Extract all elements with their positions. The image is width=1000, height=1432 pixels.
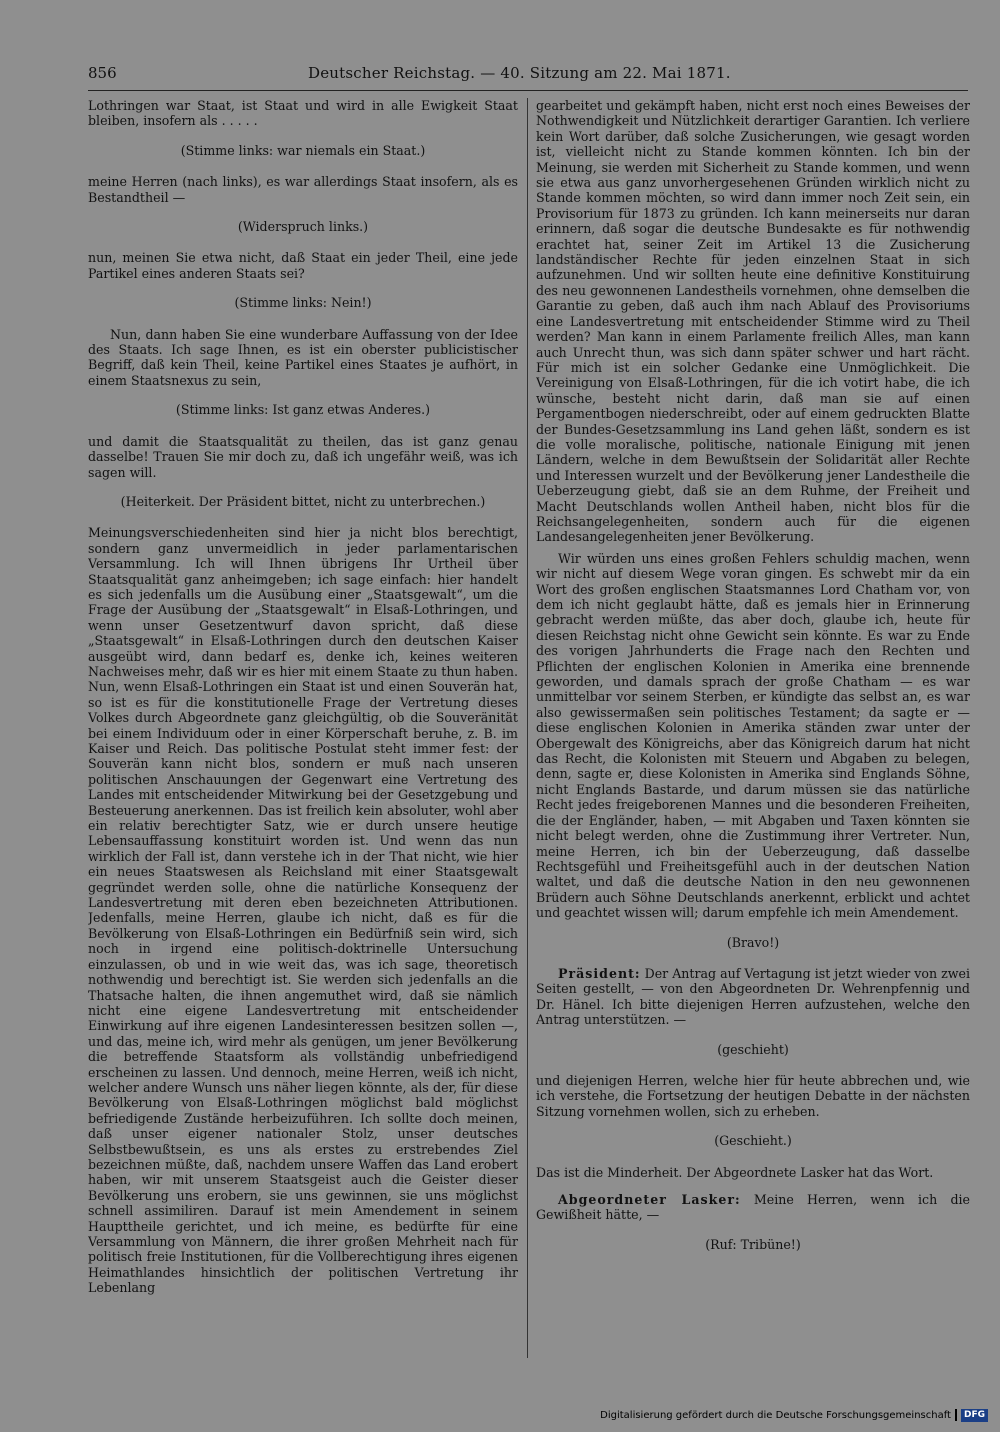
page-header	[88, 64, 968, 86]
left-paragraph: und damit die Staatsqualität zu theilen, das ist ganz genau dasselbe! Trauen Sie mir doch zu, daß ich ungefähr weiß, was ich sagen will.	[88, 433, 518, 480]
column-divider	[527, 98, 528, 1358]
footer-credit: Digitalisierung gefördert durch die Deutsche Forschungsgemeinschaft	[600, 1409, 951, 1421]
header-rule	[88, 90, 968, 91]
speech-text: Der Antrag auf Vertagung ist jetzt wieder von zwei Seiten gestellt, — von den Abgeordneten Dr. Wehrenpfennig und Dr. Hänel. Ich bitte diejenigen Herren aufzustehen, welche den Antrag unterstützen. —	[536, 965, 970, 1028]
page-number: 856	[88, 64, 117, 82]
interjection: (Heiterkeit. Der Präsident bittet, nicht zu unterbrechen.)	[120, 493, 486, 509]
right-column	[536, 98, 970, 1358]
left-column	[88, 98, 518, 1358]
left-paragraph: Lothringen war Staat, ist Staat und wird in alle Ewigkeit Staat bleiben, insofern als . . . . .	[88, 98, 518, 129]
speech-text: Meine Herren, wenn ich die Gewißheit hätte, —	[536, 1192, 970, 1223]
interjection: (geschieht)	[717, 1041, 789, 1057]
interjection: (Stimme links: Ist ganz etwas Anderes.)	[175, 402, 431, 418]
speaker-paragraph	[536, 1192, 970, 1223]
interjection: (Stimme links: Nein!)	[234, 295, 372, 311]
left-paragraph: meine Herren (nach links), es war allerdings Staat insofern, als es Bestandtheil —	[88, 174, 518, 205]
left-paragraph: nun, meinen Sie etwa nicht, daß Staat ein jeder Theil, eine jede Partikel eines anderen Staats sei?	[88, 250, 518, 281]
right-paragraph: und diejenigen Herren, welche hier für heute abbrechen und, wie ich verstehe, die Fortsetzung der heutigen Debatte in der nächsten Sitzung vornehmen wollen, sich zu erheben.	[536, 1072, 970, 1119]
left-paragraph: Meinungsverschiedenheiten sind hier ja nicht blos berechtigt, sondern ganz unvermeidlich in jeder parlamentarischen Versammlung. Ich will Ihnen übrigens Ihr Urtheil über Staatsqualität ganz anheimgeben; ich sage einfach: hier handelt es sich jedenfalls um die Ausübung einer „Staatsgewalt“, um die Frage der Ausübung der „Staatsgewalt“ in Elsaß-Lothringen, und wenn unser Gesetzentwurf davon spricht, daß diese „Staatsgewalt“ in Elsaß-Lothringen durch den deutschen Kaiser ausgeübt wird, dann bedarf es, denke ich, keines weiteren Nachweises mehr, daß wir es hier mit einem Staate zu thun haben. Nun, wenn Elsaß-Lothringen ein Staat ist und einen Souverän hat, so ist es für die konstitutionelle Frage der Vertretung dieses Volkes durch Abgeordnete ganz gleichgültig, ob die Souveränität bei einem Individuum oder in einer Körperschaft beruhe, z. B. im Kaiser und Reich. Das politische Postulat steht immer fest: der Souverän kann nicht blos, sondern er muß nach unseren politischen Anschauungen der Gegenwart eine Vertretung des Landes mit entscheidender Mitwirkung bei der Gesetzgebung und Besteuerung anerkennen. Das ist freilich kein absoluter, wohl aber ein relativ berechtigter Satz, wie er durch unsere heutige Lebensauffassung konstituirt worden ist. Und wenn das nun wirklich der Fall ist, dann verstehe ich in der That nicht, wie hier ein neues Staatswesen als Reichsland mit einer Staatsgewalt gegründet werden solle, ohne die natürliche Konsequenz der Landesvertretung mit deren eben bezeichneten Attributionen. Jedenfalls, meine Herren, glaube ich nicht, daß es für die Bevölkerung von Elsaß-Lothringen ein Bedürfniß sein wird, sich noch in irgend eine politisch-doktrinelle Untersuchung einzulassen, ob und in wie weit das, was ich sage, theoretisch nothwendig und berechtigt ist. Sie werden sich jedenfalls an die Thatsache halten, die ihnen angemuthet wird, daß sie nämlich nicht eine eigene Landesvertretung mit entscheidender Einwirkung auf ihre eigenen Landesinteressen besitzen sollen —, und das, meine ich, wird mehr als genügen, um jener Bevölkerung die betreffende Staatsform als vollständig unbefriedigend erscheinen zu lassen. Und dennoch, meine Herren, weiß ich nicht, welcher andere Wunsch uns näher liegen könnte, als der, für diese Bevölkerung von Elsaß-Lothringen möglichst bald möglichst befriedigende Zustände herbeizuführen. Ich sollte doch meinen, daß unser eigener nationaler Stolz, unser deutsches Selbstbewußtsein, es uns als erstes zu erstrebendes Ziel bezeichnen müßte, daß, nachdem unsere Waffen das Land erobert haben, wir mit unserem Staatsgeist auch die Geister dieser Bevölkerung uns erobern, sie uns gewinnen, sie uns möglichst schnell assimiliren. Darauf ist mein Amendement in seinem Haupttheile gerichtet, und ich meine, es bedürfte für eine Versammlung von Männern, die ihrer großen Mehrheit nach für politisch freie Institutionen, für die Vollberechtigung ihres eigenen Heimathlandes hinsichtlich der politischen Vertretung ihr Lebenlang	[88, 525, 518, 1296]
footer-separator	[955, 1409, 957, 1421]
right-paragraph: gearbeitet und gekämpft haben, nicht erst noch eines Beweises der Nothwendigkeit und Nützlichkeit derartiger Garantien. Ich verliere kein Wort darüber, daß solche Zusicherungen, wie gesagt worden ist, vielleicht nicht zu Stande kommen könnten. Ich bin der Meinung, sie werden mit Sicherheit zu Stande kommen, und wenn sie etwa aus ganz unvorhergesehenen Gründen wirklich nicht zu Stande kommen möchten, so wird dann immer noch Zeit sein, ein Provisorium für 1873 zu gründen. Ich kann meinerseits nur daran erinnern, daß sogar die deutsche Bundesakte es für nothwendig erachtet hat, seiner Zeit im Artikel 13 die Zusicherung landständischer Rechte für jeden einzelnen Staat in sich aufzunehmen. Und wir sollten heute eine definitive Konstituirung des neu gewonnenen Landestheils vornehmen, ohne demselben die Garantie zu geben, daß auch ihm nach Ablauf des Provisoriums eine Landesvertretung mit entscheidender Stimme wird zu Theil werden? Man kann in einem Parlamente freilich Alles, man kann auch Unrecht thun, was sich dann später schwer und hart rächt. Für mich ist ein solcher Gedanke eine Unmöglichkeit. Die Vereinigung von Elsaß-Lothringen, für die ich votirt habe, die ich wünsche, besteht nicht darin, daß man sie auf einen Pergamentbogen niederschreibt, oder auf einem gedruckten Blatte der Bundes-Gesetzsammlung ins Land gehen läßt, sondern es ist die volle moralische, politische, nationale Einigung mit jenen Ländern, welche in dem Bewußtsein der Solidarität aller Rechte und Interessen wurzelt und der Bevölkerung jener Landestheile die Ueberzeugung giebt, daß sie an dem Ruhme, der Freiheit und Macht Deutschlands wollen Antheil haben, nicht blos für die Reichsangelegenheiten, sondern auch für die eigenen Landesangelegenheiten jener Bevölkerung.	[536, 98, 970, 545]
interjection: (Stimme links: war niemals ein Staat.)	[180, 142, 426, 158]
interjection: (Geschieht.)	[714, 1133, 792, 1149]
speaker-name: Abgeordneter Lasker:	[558, 1192, 741, 1207]
right-paragraph: Das ist die Minderheit. Der Abgeordnete Lasker hat das Wort.	[536, 1164, 934, 1180]
right-paragraph: Wir würden uns eines großen Fehlers schuldig machen, wenn wir nicht auf diesem Wege voran gingen. Es schwebt mir da ein Wort des großen englischen Staatsmannes Lord Chatham vor, von dem ich nicht geglaubt hätte, daß es jemals hier in Erinnerung gebracht werden müßte, das aber doch, glaube ich, heute für diesen Reichstag nicht ohne Gewicht sein könnte. Es war zu Ende des vorigen Jahrhunderts die Frage nach den Rechten und Pflichten der englischen Kolonien in Amerika eine brennende geworden, und damals sprach der große Chatham — es war unmittelbar vor seinem Sterben, er kündigte das selbst an, es war also gewissermaßen sein politisches Testament; da sagte er — diese englischen Kolonien in Amerika ständen zwar unter der Obergewalt des Königreichs, aber das Königreich darum hat nicht das Recht, die Kolonisten mit Steuern und Abgaben zu belegen, denn, sagte er, diese Kolonisten in Amerika sind Englands Söhne, nicht Englands Bastarde, und darum müssen sie das natürliche Recht jedes freigeborenen Mannes und die besonderen Freiheiten, die der Engländer, haben, — mit Abgaben und Taxen könnten sie nicht belegt werden, ohne die Zustimmung ihrer Vertreter. Nun, meine Herren, ich bin der Ueberzeugung, daß dasselbe Rechtsgefühl und Freiheitsgefühl auch in der deutschen Nation waltet, und daß die deutsche Nation in den neu gewonnenen Brüdern auch Söhne Deutschlands anerkennt, erblickt und achtet und geachtet wissen will; darum empfehle ich mein Amendement.	[536, 550, 970, 921]
left-paragraph: Nun, dann haben Sie eine wunderbare Auffassung von der Idee des Staats. Ich sage Ihnen, es ist ein oberster publicistischer Begriff, daß kein Theil, keine Partikel eines Staates je aufhört, in einem Staatsnexus zu sein,	[88, 326, 518, 388]
running-title: Deutscher Reichstag. — 40. Sitzung am 22. Mai 1871.	[308, 64, 731, 82]
dfg-logo: DFG	[961, 1409, 988, 1422]
speaker-name: Präsident:	[558, 965, 641, 981]
interjection: (Ruf: Tribüne!)	[705, 1236, 801, 1252]
footer	[600, 1408, 988, 1422]
speaker-paragraph	[536, 966, 970, 1028]
interjection: (Bravo!)	[726, 934, 780, 950]
interjection: (Widerspruch links.)	[237, 219, 369, 235]
